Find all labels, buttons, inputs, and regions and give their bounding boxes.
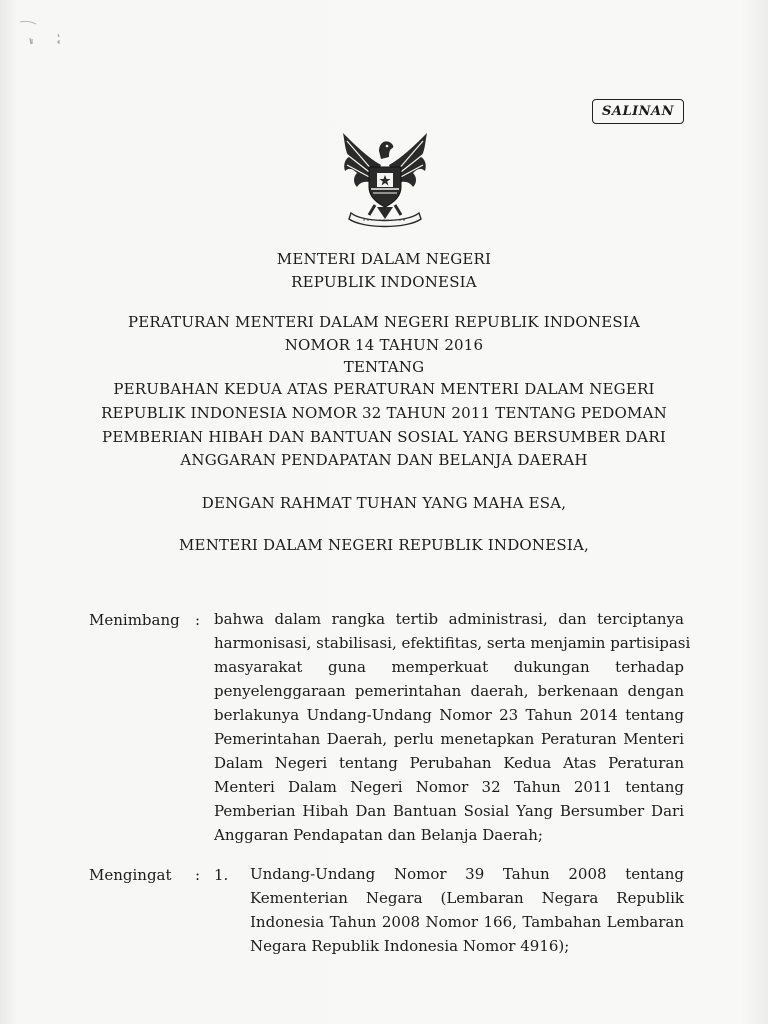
menimbang-paragraph: [214, 607, 691, 847]
regulation-title-line1: PERATURAN MENTERI DALAM NEGERI REPUBLIK INDONESIA: [127, 313, 641, 331]
salinan-stamp: [592, 99, 684, 124]
scan-artifact-mark: [18, 12, 68, 52]
regulation-subject-line4: ANGGARAN PENDAPATAN DAN BELANJA DAERAH: [180, 451, 588, 469]
mengingat-item-number: 1.: [214, 866, 229, 884]
menimbang-line: masyarakat guna memperkuat dukungan terhadap: [214, 658, 684, 676]
preamble-line2: MENTERI DALAM NEGERI REPUBLIK INDONESIA,: [179, 536, 589, 554]
mengingat-label: Mengingat: [89, 866, 172, 884]
preamble-line1: DENGAN RAHMAT TUHAN YANG MAHA ESA,: [201, 494, 567, 512]
mengingat-colon: :: [195, 866, 201, 884]
menimbang-line: Pemerintahan Daerah, perlu menetapkan Peraturan Menteri: [214, 730, 684, 748]
menimbang-line: Pemberian Hibah Dan Bantuan Sosial Yang Bersumber Dari: [214, 802, 684, 820]
menimbang-line: bahwa dalam rangka tertib administrasi, dan terciptanya: [214, 610, 684, 628]
regulation-tentang: TENTANG: [343, 358, 425, 376]
regulation-number: NOMOR 14 TAHUN 2016: [284, 336, 484, 354]
menimbang-colon: :: [195, 611, 201, 629]
regulation-subject-line2: REPUBLIK INDONESIA NOMOR 32 TAHUN 2011 TENTANG PEDOMAN: [101, 404, 667, 422]
menimbang-line: Menteri Dalam Negeri Nomor 32 Tahun 2011 tentang: [214, 778, 684, 796]
menimbang-line: berlakunya Undang-Undang Nomor 23 Tahun 2014 tentang: [214, 706, 684, 724]
mengingat-item-line: Indonesia Tahun 2008 Nomor 166, Tambahan Lembaran: [250, 913, 684, 931]
menimbang-line: Anggaran Pendapatan dan Belanja Daerah;: [214, 826, 543, 844]
garuda-emblem-icon: [333, 127, 437, 231]
menimbang-line: harmonisasi, stabilisasi, efektifitas, serta menjamin partisipasi: [214, 634, 691, 652]
salinan-label: SALINAN: [601, 104, 675, 119]
office-title-line2: REPUBLIK INDONESIA: [291, 273, 477, 291]
mengingat-item-line: Negara Republik Indonesia Nomor 4916);: [250, 937, 570, 955]
mengingat-item-line: Undang-Undang Nomor 39 Tahun 2008 tentang: [250, 865, 684, 883]
regulation-subject-line3: PEMBERIAN HIBAH DAN BANTUAN SOSIAL YANG BERSUMBER DARI: [102, 428, 666, 446]
menimbang-label: Menimbang: [89, 611, 180, 629]
mengingat-item-line: Kementerian Negara (Lembaran Negara Republik: [250, 889, 684, 907]
menimbang-line: Dalam Negeri tentang Perubahan Kedua Atas Peraturan: [214, 754, 684, 772]
mengingat-item-1-text: [250, 862, 684, 958]
menimbang-line: penyelenggaraan pemerintahan daerah, berkenaan dengan: [214, 682, 684, 700]
office-title-line1: MENTERI DALAM NEGERI: [276, 250, 492, 268]
regulation-subject-line1: PERUBAHAN KEDUA ATAS PERATURAN MENTERI DALAM NEGERI: [113, 380, 655, 398]
